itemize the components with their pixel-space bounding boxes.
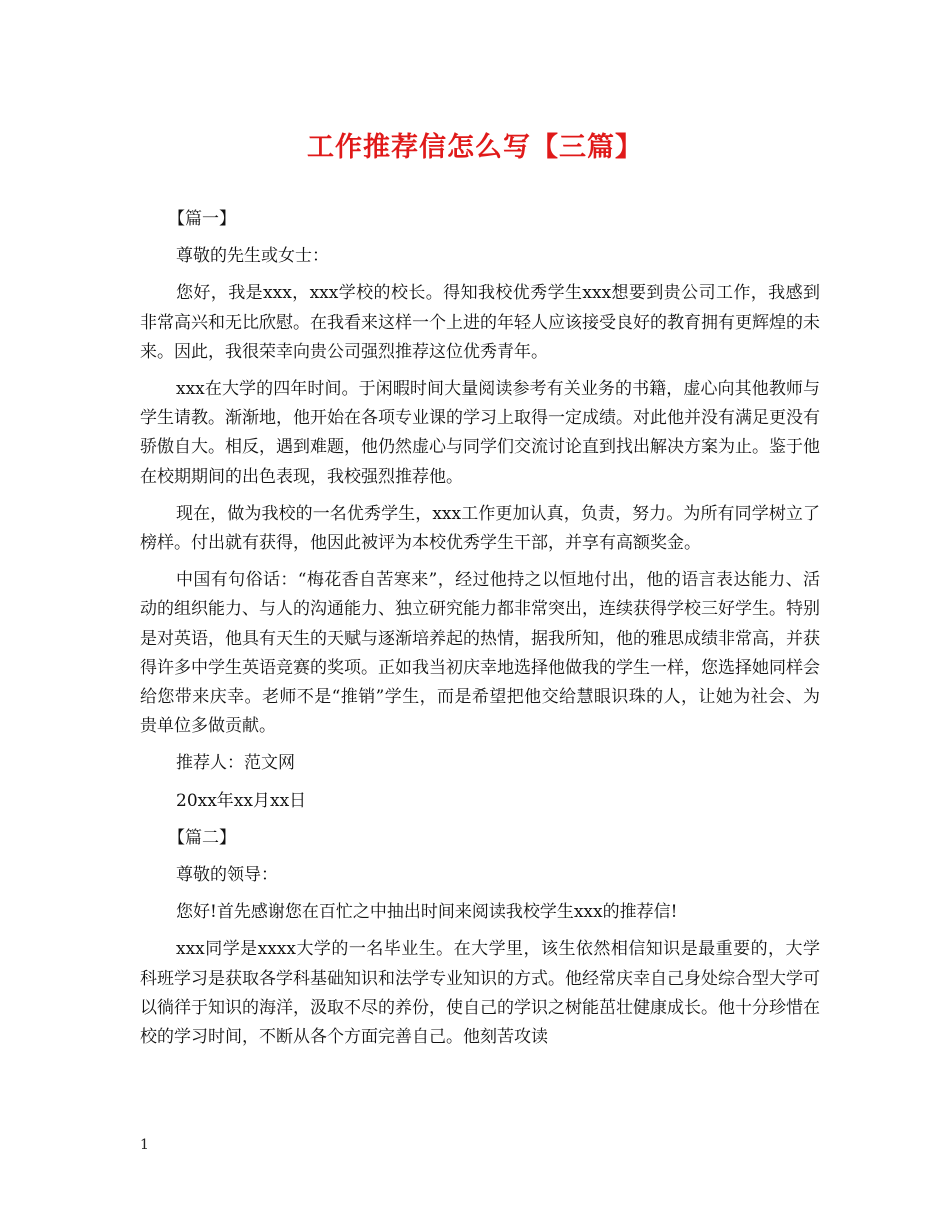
paragraph: 中国有句俗话：“梅花香自苦寒来”，经过他持之以恒地付出，他的语言表达能力、活动的组织能力、与人的沟通能力、独立研究能力都非常突出，连续获得学校三好学生。特别是对英语，他具有天生的天赋与逐渐培养起的热情，据我所知，他的雅思成绩非常高，并获得许多中学生英语竞赛的奖项。正如我当初庆幸地选择他做我的学生一样，您选择她同样会给您带来庆幸。老师不是“推销”学生，而是希望把他交给慧眼识珠的人，让她为社会、为贵单位多做贡献。 — [140, 570, 820, 737]
salutation-2: 尊敬的领导： — [176, 865, 278, 886]
section-heading-1: 【篇一】 — [168, 209, 236, 229]
paragraph: xxx在大学的四年时间。于闲暇时间大量阅读参考有关业务的书籍，虚心向其他教师与学生请教。渐渐地，他开始在各项专业课的学习上取得一定成绩。对此他并没有满足更没有骄傲自大。相反，遇到难题，他仍然虚心与同学们交流讨论直到找出解决方案为止。鉴于他在校期期间的出色表现，我校强烈推荐他。 — [140, 379, 820, 487]
paragraph: 您好，我是xxx，xxx学校的校长。得知我校优秀学生xxx想要到贵公司工作，我感到非常高兴和无比欣慰。在我看来这样一个上进的年轻人应该接受良好的教育拥有更辉煌的未来。因此，我很荣幸向贵公司强烈推荐这位优秀青年。 — [140, 283, 820, 362]
signer-line: 推荐人：范文网 — [176, 753, 295, 774]
page-number: 1 — [140, 1137, 149, 1153]
paragraph: 现在，做为我校的一名优秀学生，xxx工作更加认真，负责，努力。为所有同学树立了榜样。付出就有获得，他因此被评为本校优秀学生干部，并享有高额奖金。 — [140, 503, 820, 554]
date-line: 20xx年xx月xx日 — [176, 790, 307, 811]
document-body — [140, 205, 820, 1060]
section-heading-2: 【篇二】 — [168, 827, 236, 848]
paragraph: xxx同学是xxxx大学的一名毕业生。在大学里，该生依然相信知识是最重要的，大学科班学习是获取各学科基础知识和法学专业知识的方式。他经常庆幸自己身处综合型大学可以徜徉于知识的海洋，汲取不尽的养份，使自己的学识之树能茁壮健康成长。他十分珍惜在校的学习时间，不断从各个方面完善自己。他刻苦攻读 — [140, 939, 820, 1048]
paragraph: 您好!首先感谢您在百忙之中抽出时间来阅读我校学生xxx的推荐信! — [176, 902, 678, 923]
salutation-1: 尊敬的先生或女士： — [176, 246, 329, 267]
document-title: 工作推荐信怎么写【三篇】 — [307, 132, 643, 163]
